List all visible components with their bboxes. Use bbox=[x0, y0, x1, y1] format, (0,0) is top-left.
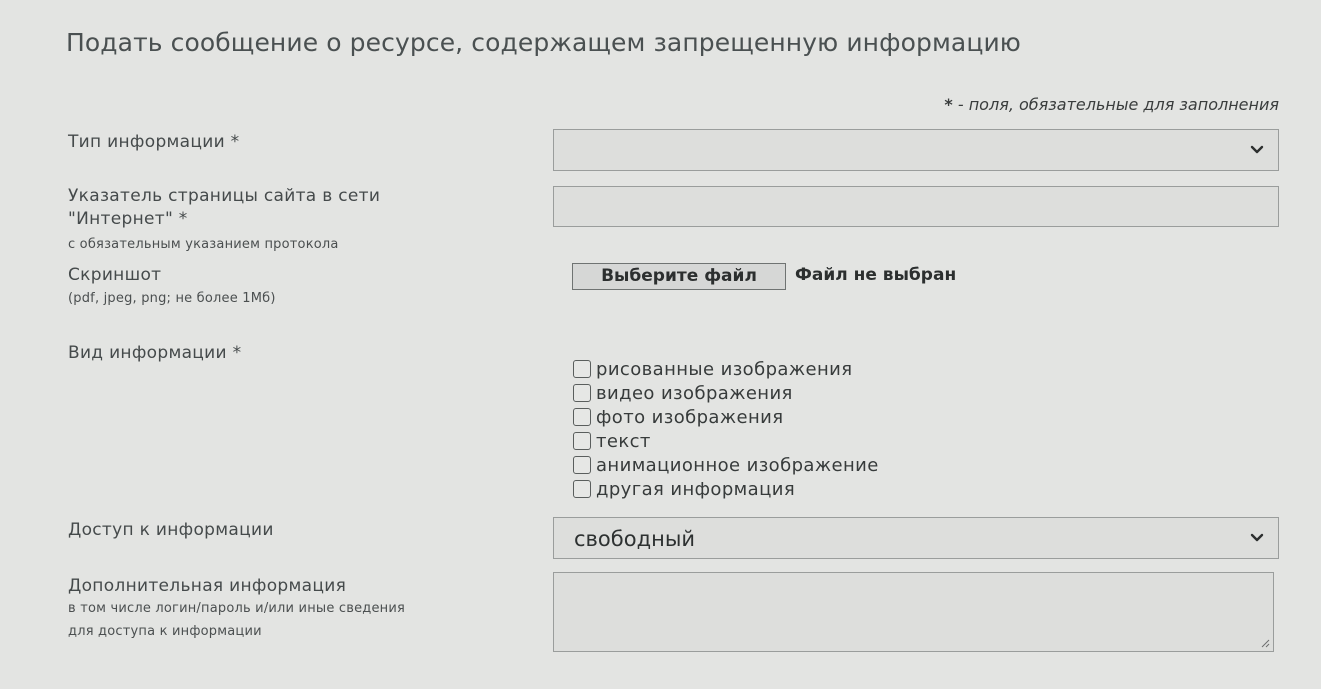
checkbox[interactable] bbox=[573, 456, 591, 474]
checkbox-label: видео изображения bbox=[596, 382, 793, 404]
additional-info-textarea[interactable] bbox=[553, 572, 1274, 652]
url-label-line1: Указатель страницы сайта в сети bbox=[68, 186, 381, 206]
choose-file-button[interactable]: Выберите файл bbox=[572, 263, 786, 290]
access-select[interactable] bbox=[553, 517, 1279, 559]
checkbox-label: рисованные изображения bbox=[596, 358, 853, 380]
checkbox[interactable] bbox=[573, 384, 591, 402]
required-note-text: - поля, обязательные для заполнения bbox=[952, 95, 1279, 114]
additional-info-hint-line2: для доступа к информации bbox=[68, 624, 262, 639]
page-title: Подать сообщение о ресурсе, содержащем запрещенную информацию bbox=[66, 28, 1021, 57]
info-type-select[interactable] bbox=[553, 129, 1279, 171]
required-star: * bbox=[944, 95, 953, 114]
checkbox-label: текст bbox=[596, 430, 651, 452]
chevron-down-icon bbox=[1250, 142, 1264, 156]
additional-info-hint-line1: в том числе логин/пароль и/или иные сведения bbox=[68, 601, 406, 616]
checkbox[interactable] bbox=[573, 408, 591, 426]
info-kind-option-text[interactable] bbox=[573, 429, 879, 453]
resize-handle-icon[interactable] bbox=[1260, 638, 1270, 648]
screenshot-label: Скриншот bbox=[68, 265, 162, 285]
url-hint: с обязательным указанием протокола bbox=[68, 237, 339, 252]
checkbox-label: анимационное изображение bbox=[596, 454, 879, 476]
info-kind-option-other[interactable] bbox=[573, 477, 879, 501]
info-kind-option-animation[interactable] bbox=[573, 453, 879, 477]
info-kind-option-drawn[interactable] bbox=[573, 357, 879, 381]
info-kind-option-video[interactable] bbox=[573, 381, 879, 405]
info-kind-options bbox=[573, 357, 879, 501]
file-status: Файл не выбран bbox=[795, 265, 957, 285]
info-kind-option-photo[interactable] bbox=[573, 405, 879, 429]
additional-info-label: Дополнительная информация bbox=[68, 576, 347, 596]
screenshot-hint: (pdf, jpeg, png; не более 1Мб) bbox=[68, 291, 276, 306]
info-kind-label: Вид информации * bbox=[68, 343, 242, 363]
checkbox-label: фото изображения bbox=[596, 406, 784, 428]
url-label-line2: "Интернет" * bbox=[68, 209, 188, 229]
info-type-label: Тип информации * bbox=[68, 132, 240, 152]
access-label: Доступ к информации bbox=[68, 520, 274, 540]
required-fields-note bbox=[944, 95, 1279, 114]
chevron-down-icon bbox=[1250, 530, 1264, 544]
checkbox[interactable] bbox=[573, 480, 591, 498]
checkbox-label: другая информация bbox=[596, 478, 796, 500]
checkbox[interactable] bbox=[573, 432, 591, 450]
access-value: свободный bbox=[574, 527, 696, 551]
url-input[interactable] bbox=[553, 186, 1279, 227]
checkbox[interactable] bbox=[573, 360, 591, 378]
